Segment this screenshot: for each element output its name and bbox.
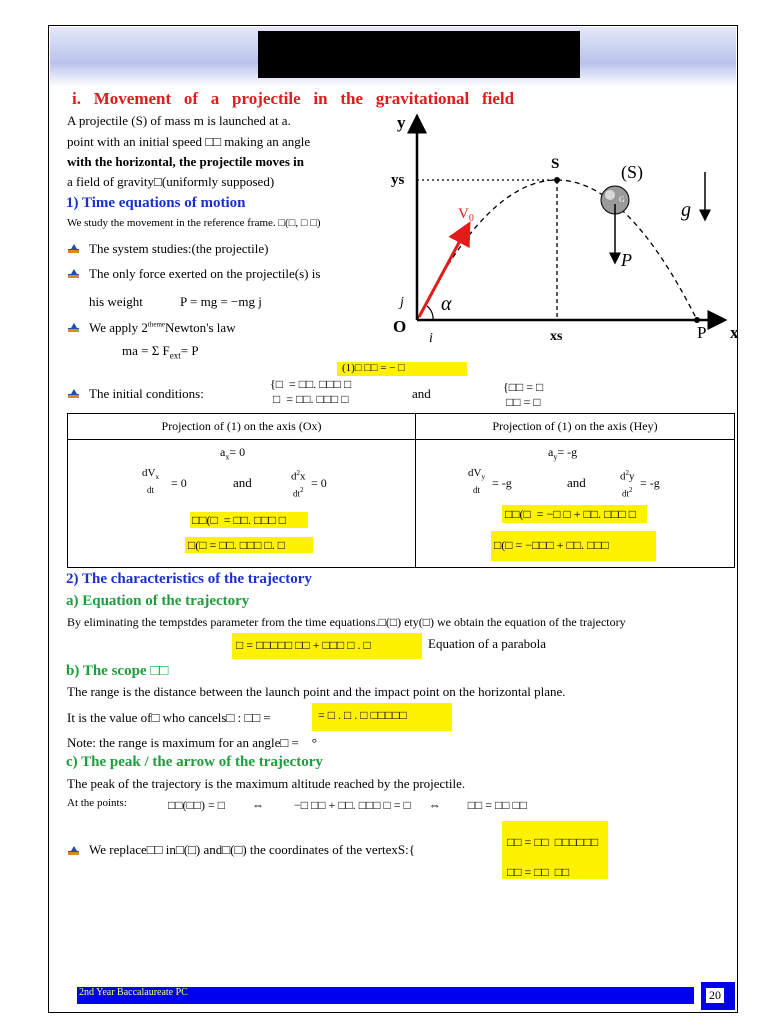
table-header-ox: Projection of (1) on the axis (Ox) <box>68 414 416 440</box>
ball-highlight <box>605 190 615 200</box>
bullet-force-line-1: The only force exerted on the projectile(s) is <box>89 266 321 281</box>
intro-line-3: with the horizontal, the projectile moves in <box>67 154 304 169</box>
ball-center-label: G <box>619 195 625 204</box>
y-equation: □(□ = −□□□ + □□. □□□ <box>494 538 609 552</box>
bullet-icon <box>68 389 79 400</box>
eq-g-2: = -g <box>640 476 660 490</box>
section-2b-title: b) The scope □□ <box>66 663 169 679</box>
bullet-icon <box>68 244 79 255</box>
initial-conditions-position: {□ = □□. □□□ □ □ = □□. □□□ □ <box>270 377 352 406</box>
section-2a-title: a) Equation of the trajectory <box>66 593 250 609</box>
x-equation: □(□ = □□. □□□ □. □ <box>188 538 285 552</box>
trajectory-text: By eliminating the tempstdes parameter from the time equations.□(□) ety(□) we obtain the equation of the trajectory <box>67 615 626 629</box>
section-2-title: 2) The characteristics of the trajectory <box>66 571 312 587</box>
projectile-label: (S) <box>621 162 643 182</box>
and-label-right: and <box>567 475 586 490</box>
bullet-icon <box>68 269 79 280</box>
newton-equation: ma = Σ $F_{ext}= P$ <box>122 343 199 361</box>
range-note: Note: the range is maximum for an angle□ = ° <box>67 735 317 750</box>
at-points-label: At the points: <box>67 797 127 809</box>
dvy-dt: $dV_y$ dt <box>468 467 485 496</box>
weight-label: P <box>621 250 632 270</box>
ax-equation: $a_x= 0$ <box>220 445 246 462</box>
eq-g: = -g <box>492 476 512 490</box>
bullet-system: The system studies:(the projectile) <box>89 241 269 256</box>
range-value-text: It is the value of□ who cancels□ : □□ = <box>67 710 271 725</box>
initial-conditions-velocity: {□□ = □ □□ = □ <box>503 380 544 409</box>
range-definition: The range is the distance between the launch point and the impact point on the horizontal plane. <box>67 684 566 699</box>
eq-zero-2: = 0 <box>311 476 327 490</box>
d2y-dt2: $d^2y$ $dt^2$ <box>620 469 635 499</box>
j-vector-label: j <box>400 295 404 310</box>
bullet-initial: The initial conditions: <box>89 386 204 401</box>
reference-frame-text: We study the movement in the reference frame. □(□, □ □) <box>67 217 321 229</box>
vertex-label: S <box>551 156 560 172</box>
trajectory-equation: □ = □□□□□ □□ + □□□ □ . □ <box>236 638 371 652</box>
footer-text: 2nd Year Baccalaureate PC <box>79 987 188 998</box>
gravity-label: g <box>681 199 691 221</box>
replace-text: We replace□□ in□(□) and□(□) the coordinates of the vertexS:{ <box>89 842 415 857</box>
bullet-force-line-2: his weight <box>89 294 143 309</box>
peak-condition: □□(□□) = □ ⇔ −□ □□ + □□. □□□ □ = □ ⇔ □□ = □□ □□ <box>168 798 528 812</box>
section-1-title: 1) Time equations of motion <box>66 195 246 211</box>
i-vector-label: i <box>429 331 433 346</box>
parabola-label: Equation of a parabola <box>428 636 547 651</box>
intro-line-1: A projectile (S) of mass m is launched at a. <box>67 113 291 128</box>
xs-label: xs <box>550 329 563 344</box>
impact-label: P <box>697 323 707 342</box>
intro-line-4: a field of gravity□(uniformly supposed) <box>67 174 275 189</box>
bullet-icon <box>68 323 79 334</box>
projectile-diagram <box>385 108 745 348</box>
table-header-oy: Projection of (1) on the axis (Hey) <box>416 414 735 440</box>
ay-equation: $a_y= -g$ <box>548 445 578 462</box>
y-axis-label: y <box>397 113 406 132</box>
intro-line-2: point with an initial speed □□ making an angle <box>67 134 311 149</box>
v0-label: $V_0$ <box>458 206 474 224</box>
and-label-left: and <box>233 475 252 490</box>
bullet-icon <box>68 846 79 857</box>
weight-equation: P = mg = −mg j <box>180 294 262 309</box>
alpha-label: α <box>441 293 452 315</box>
bullet-newton: We apply $2^{theme}Newton's$ law <box>89 320 236 335</box>
peak-definition: The peak of the trajectory is the maximum altitude reached by the projectile. <box>67 776 466 791</box>
equation-1: (1)□ □□ = − □ <box>342 362 405 374</box>
range-equation: = □ . □ . □ □□□□□ <box>318 708 407 722</box>
vertex-coordinates: □□ = □□ □□□□□□ □□ = □□ □□ <box>507 835 599 879</box>
page-number: 20 <box>706 988 724 1003</box>
angle-arc <box>427 306 433 320</box>
vx-equation: □□(□ = □□. □□□ □ <box>192 513 286 527</box>
vy-equation: □□(□ = −□ □ + □□. □□□ □ <box>505 507 637 521</box>
section-2c-title: c) The peak / the arrow of the trajectory <box>66 754 323 770</box>
origin-label: O <box>393 317 407 336</box>
redacted-title-box <box>258 31 580 78</box>
eq-zero: = 0 <box>171 476 187 490</box>
dvx-dt: $dV_x$ dt <box>142 467 159 496</box>
section-title: i. Movement of a projectile in the gravitational field <box>72 89 515 108</box>
ys-label: ys <box>391 172 405 188</box>
d2x-dt2: $d^2x$ $dt^2$ <box>291 469 306 499</box>
x-axis-label: x <box>730 323 739 342</box>
vertex-point <box>554 177 560 183</box>
and-label: and <box>412 386 431 401</box>
